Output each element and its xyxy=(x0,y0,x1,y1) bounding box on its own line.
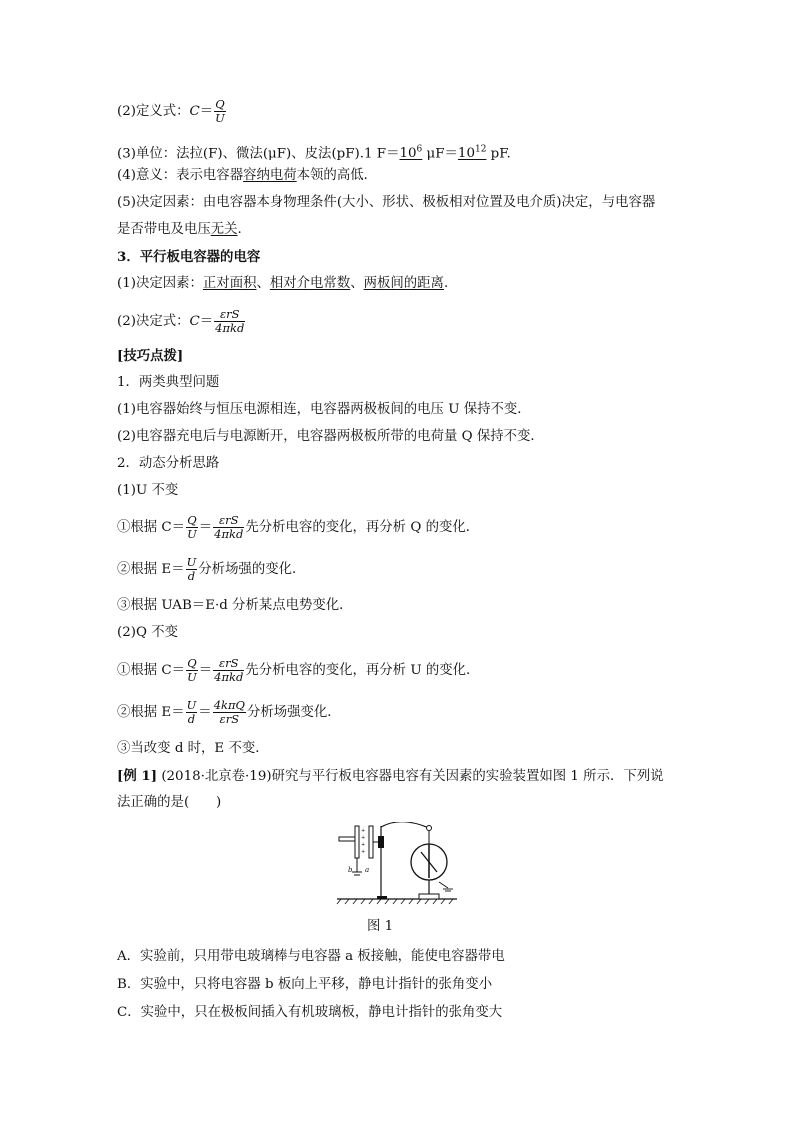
option-c: C．实验中，只在极板间插入有机玻璃板，静电计指针的张角变大 xyxy=(117,1005,503,1020)
tips-case2: (2)Q 不变 xyxy=(117,625,178,640)
parallel-heading: 3．平行板电容器的电容 xyxy=(117,249,261,265)
factor-area: 正对面积 xyxy=(202,276,257,291)
tips-c1b: ②根据 E＝ $\frac{U}{d}$ 分析场强的变化． xyxy=(117,555,306,583)
parallel-formula-line: (2)决定式：C＝ $\frac{\text{εrS}}{\text{4πkd}}$ xyxy=(117,307,245,335)
svg-text:+: + xyxy=(361,842,366,848)
tips-sub1: 1．两类典型问题 xyxy=(117,375,220,390)
unit-10-12: $10^{12}$ xyxy=(457,145,487,162)
tips-case1: (1)U 不变 xyxy=(117,483,179,498)
example-tag: [例 1] xyxy=(117,768,158,784)
tips-sub2: 2．动态分析思路 xyxy=(117,456,220,471)
definition-line xyxy=(117,98,227,125)
factors-underline: 无关 xyxy=(210,222,238,237)
definition-label: (2)定义式： xyxy=(117,104,190,119)
svg-text:+: + xyxy=(361,835,366,841)
capacitor-electrometer-figure xyxy=(335,822,461,912)
tips-c1a: ①根据 C＝ $\frac{Q}{U}$ ＝ $\frac{\text{εrS}}{\text{4πkd}}$ 先分析电容的变化，再分析 Q 的变化． xyxy=(117,513,480,541)
factor-distance: 两板间的距离 xyxy=(363,276,444,291)
definition-lhs: C xyxy=(189,104,200,119)
tips-c2a: ①根据 C＝ $\frac{Q}{U}$ ＝ $\frac{\text{εrS}}{\text{4πkd}}$ 先分析电容的变化，再分析 U 的变化． xyxy=(117,656,480,684)
tips-p2: (2)电容器充电后与电源断开，电容器两极板所带的电荷量 Q 保持不变． xyxy=(117,429,544,444)
tips-p1: (1)电容器始终与恒压电源相连，电容器两极板间的电压 U 保持不变． xyxy=(117,402,531,417)
figure-label-a: a xyxy=(365,866,370,874)
factor-dielectric: 相对介电常数 xyxy=(269,276,351,291)
example-line-2: 法正确的是( ) xyxy=(117,795,222,810)
meaning-line: (4)意义：表示电容器容纳电荷本领的高低． xyxy=(117,168,377,183)
meaning-underline: 容纳电荷 xyxy=(243,168,297,183)
option-a: A．实验前，只用带电玻璃棒与电容器 a 板接触，能使电容器带电 xyxy=(117,949,505,964)
svg-text:+: + xyxy=(361,828,366,834)
unit-line: (3)单位：法拉(F)、微法(μF)、皮法(pF).1 $F=10^6$ $\mu F=10^{12}$ pF. xyxy=(117,145,511,162)
tips-heading: [技巧点拨] xyxy=(117,348,184,364)
parallel-factors-line: (1)决定因素：正对面积、相对介电常数、两板间的距离. xyxy=(117,276,449,291)
option-b: B．实验中，只将电容器 b 板向上平移，静电计指针的张角变小 xyxy=(117,977,493,992)
unit-10-6: $10^6$ xyxy=(399,145,423,162)
factors-line-1: (5)决定因素：由电容器本身物理条件(大小、形状、极板相对位置及电介质)决定，与电容器 xyxy=(117,195,656,210)
svg-text:+: + xyxy=(361,849,366,855)
factors-line-2: 是否带电及电压无关. xyxy=(117,222,242,237)
definition-eq: ＝ xyxy=(199,104,214,119)
definition-fraction: $\frac{Q}{U}$ xyxy=(215,97,225,125)
figure-label-b: b xyxy=(348,866,353,874)
tips-c1c: ③根据 UAB＝E·d 分析某点电势变化． xyxy=(117,598,353,613)
tips-c2c: ③当改变 d 时，E 不变． xyxy=(117,741,269,756)
example-line-1: [例 1] (2018·北京卷·19)研究与平行板电容器电容有关因素的实验装置如图 1 所示．下列说 xyxy=(117,768,664,784)
figure-caption: 图 1 xyxy=(367,919,394,934)
tips-c2b: ②根据 E＝ $\frac{U}{d}$ ＝ $\frac{\text{4kπQ}}{\text{εrS}}$ 分析场强变化． xyxy=(117,698,341,726)
parallel-fraction: $\frac{\text{εrS}}{\text{4πkd}}$ xyxy=(215,307,245,335)
